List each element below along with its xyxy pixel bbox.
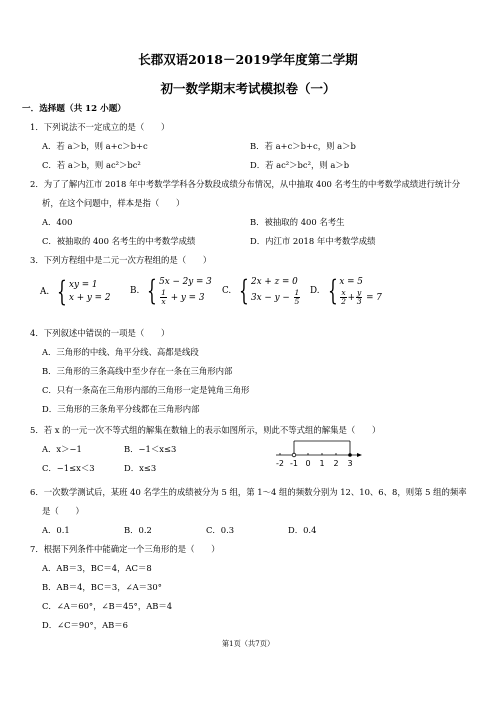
- exam-subtitle: 初一数学期末考试模拟卷（一）: [160, 81, 336, 96]
- fraction-denominator: 5: [294, 297, 300, 306]
- question-2-option-b: B．被抽取的 400 名考生: [250, 217, 345, 227]
- question-2-stem-line2: 析，在这个问题中，样本是指（ ）: [42, 198, 185, 208]
- fraction-numerator: 1: [161, 288, 166, 297]
- question-5-option-d: D．x≤3: [124, 463, 157, 473]
- question-6-option-d: D．0.4: [288, 525, 317, 535]
- question-1-option-d: D．若 ac²＞bc²，则 a＞b: [250, 160, 350, 170]
- question-7-option-a: A．AB＝3，BC＝4，AC＝8: [42, 563, 152, 573]
- question-3-stem: 3．下列方程组中是二元一次方程组的是（ ）: [30, 255, 212, 265]
- equation-c2: [251, 289, 301, 306]
- question-1-option-b: B．若 a+c＞b+c，则 a＞b: [250, 141, 356, 151]
- question-3-option-a: [40, 275, 111, 308]
- axis-label: 0: [305, 459, 311, 468]
- equation-c2-left: 3x − y −: [251, 293, 290, 303]
- question-7-stem: 7．根据下列条件中能确定一个三角形的是（ ）: [30, 544, 220, 554]
- axis-label: -1: [290, 459, 298, 468]
- option-a-label: A.: [40, 287, 50, 297]
- question-3-option-c: [222, 276, 301, 306]
- question-6-stem-line2: 是（ ）: [42, 506, 84, 516]
- page-footer: 第1页（共7页）: [221, 639, 275, 648]
- fraction-denominator: 2: [341, 297, 346, 306]
- axis-label: -2: [276, 459, 284, 468]
- closed-endpoint-icon: [348, 453, 352, 457]
- brace-icon: {: [147, 274, 158, 307]
- question-3-option-b: [130, 276, 212, 306]
- question-6-option-a: A．0.1: [42, 525, 70, 535]
- exam-title: 长郡双语2018－2019学年度第二学期: [138, 52, 358, 67]
- axis-arrow-icon: [357, 453, 362, 457]
- question-6-stem-line1: 6．一次数学测试后，某班 40 名学生的成绩被分为 5 组，第 1～4 组的频数分别为 12、10、6、8，则第 5 组的频率: [30, 487, 467, 497]
- open-endpoint-icon: [292, 453, 296, 457]
- equation-b2-rest: + y = 3: [170, 293, 205, 303]
- equation-a1: xy = 1: [68, 280, 98, 290]
- question-1-option-c: C．若 a＞b，则 ac²＞bc²: [42, 160, 141, 170]
- question-1-option-a: A．若 a＞b，则 a+c＞b+c: [42, 141, 148, 151]
- question-3-option-d: [310, 276, 382, 306]
- option-d-label: D.: [310, 286, 320, 296]
- fraction-numerator: y: [357, 288, 362, 297]
- fraction-denominator: 3: [356, 297, 362, 306]
- question-1-stem: 1．下列说法不一定成立的是（ ）: [30, 122, 170, 132]
- question-5-option-b: B．−1＜x≤3: [124, 444, 177, 454]
- equation-d2: [339, 289, 382, 306]
- equation-c1: 2x + z = 0: [251, 277, 298, 287]
- equation-d1: x = 5: [339, 277, 363, 287]
- question-7-option-d: D．∠C＝90°，AB＝6: [42, 620, 129, 630]
- question-7-option-c: C．∠A＝60°，∠B＝45°，AB＝4: [42, 601, 173, 611]
- axis-label: 2: [333, 459, 339, 468]
- plus-sign: +: [347, 293, 356, 303]
- number-line-figure: [266, 436, 366, 472]
- brace-icon: {: [239, 274, 250, 307]
- equation-d2-rest: = 7: [366, 293, 382, 303]
- equation-b1: 5x − 2y = 3: [159, 277, 212, 287]
- question-6-option-c: C．0.3: [206, 525, 235, 535]
- question-7-option-b: B．AB＝4，BC＝3，∠A＝30°: [42, 582, 162, 592]
- section-title: 一．选择题（共 12 小题）: [22, 104, 126, 114]
- question-5-stem: 5．若 x 的一元一次不等式组的解集在数轴上的表示如图所示，则此不等式组的解集是（ ）: [30, 425, 381, 435]
- fraction-numerator: 1: [294, 288, 300, 297]
- brace-icon: {: [57, 275, 67, 308]
- question-2-option-c: C．被抽取的 400 名考生的中考数学成绩: [42, 236, 196, 246]
- equation-b2: [159, 289, 212, 306]
- fraction-numerator: x: [341, 288, 346, 297]
- equation-a2: x + y = 2: [68, 293, 111, 303]
- question-4-option-c: C．只有一条高在三角形内部的三角形一定是钝角三角形: [42, 385, 250, 395]
- fraction-denominator: x: [161, 297, 166, 306]
- question-5-option-a: A．x＞−1: [42, 444, 82, 454]
- question-4-option-b: B．三角形的三条高线中至少存在一条在三角形内部: [42, 366, 233, 376]
- option-b-label: B.: [130, 286, 140, 296]
- axis-label: 3: [347, 459, 353, 468]
- question-2-stem-line1: 2．为了了解内江市 2018 年中考数学学科各分数段成绩分布情况，从中抽取 400 名考生的中考数学成绩进行统计分: [30, 179, 461, 189]
- question-4-option-a: A．三角形的中线、角平分线、高都是线段: [42, 347, 199, 357]
- question-4-option-d: D．三角形的三条角平分线都在三角形内部: [42, 404, 200, 414]
- axis-label: 1: [319, 459, 325, 468]
- question-5-option-c: C．−1≤x＜3: [42, 463, 95, 473]
- question-2-option-d: D．内江市 2018 年中考数学成绩: [250, 236, 376, 246]
- option-c-label: C.: [222, 286, 232, 296]
- question-4-stem: 4．下列叙述中错误的一项是（ ）: [30, 328, 170, 338]
- question-6-option-b: B．0.2: [124, 525, 152, 535]
- brace-icon: {: [327, 274, 338, 307]
- question-2-option-a: A．400: [42, 217, 73, 227]
